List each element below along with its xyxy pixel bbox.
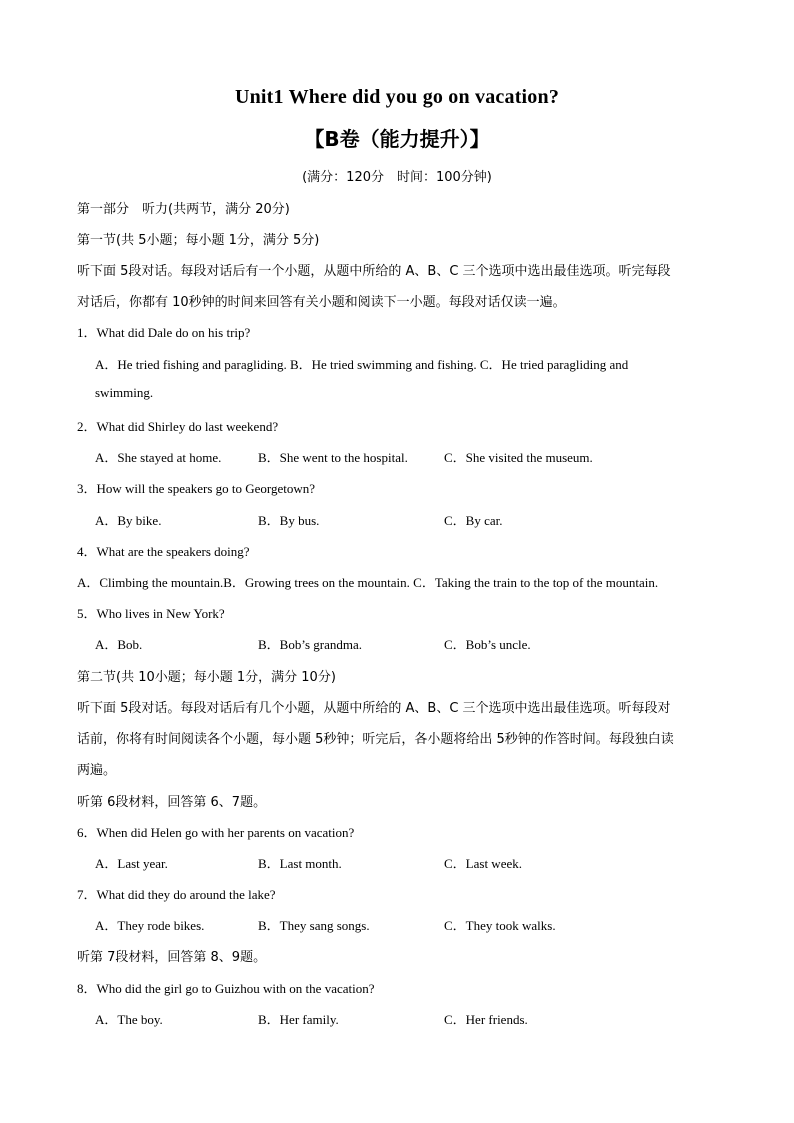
question-4-options: A．Climbing the mountain.B．Growing trees on the mountain. C．Taking the train to the top of the mountain. — [77, 575, 659, 590]
document-title: Unit1 Where did you go on vacation? — [234, 86, 560, 108]
part1-heading: 第一部分 听力(共两节，满分 20分) — [77, 202, 290, 217]
question-8-option-a: A．The boy. — [95, 1012, 163, 1027]
question-5-option-b: B．Bob’s grandma. — [258, 637, 362, 652]
question-3-stem: 3．How will the speakers go to Georgetown? — [77, 481, 316, 496]
question-6-option-a: A．Last year. — [95, 856, 168, 871]
question-1-options-line1: A．He tried fishing and paragliding. B．He tried swimming and fishing. C．He tried paragliding and — [95, 357, 629, 372]
question-1-stem: 1．What did Dale do on his trip? — [77, 325, 251, 340]
section2-instructions-line2: 话前，你将有时间阅读各个小题，每小题 5秒钟；听完后，各小题将给出 5秒钟的作答时间。每段独白读 — [77, 732, 674, 747]
document-subtitle: 【B卷（能力提升）】 — [304, 127, 490, 151]
section2-instructions-line3: 两遍。 — [77, 763, 117, 778]
question-6-option-c: C．Last week. — [444, 856, 522, 871]
question-3-option-a: A．By bike. — [95, 513, 162, 528]
question-2-stem: 2．What did Shirley do last weekend? — [77, 419, 279, 434]
score-info: (满分：120分 时间：100分钟) — [302, 170, 492, 185]
question-7-option-b: B．They sang songs. — [258, 918, 370, 933]
question-2-option-c: C．She visited the museum. — [444, 450, 593, 465]
question-1-options-line2: swimming. — [95, 385, 154, 400]
section2-heading: 第二节(共 10小题；每小题 1分，满分 10分) — [77, 670, 336, 685]
question-8-stem: 8．Who did the girl go to Guizhou with on the vacation? — [77, 981, 375, 996]
section1-instructions-line2: 对话后，你都有 10秒钟的时间来回答有关小题和阅读下一小题。每段对话仅读一遍。 — [77, 295, 566, 310]
question-5-option-c: C．Bob’s uncle. — [444, 637, 531, 652]
material-7-note: 听第 7段材料，回答第 8、9题。 — [77, 950, 267, 965]
question-4-stem: 4．What are the speakers doing? — [77, 544, 250, 559]
question-2-option-b: B．She went to the hospital. — [258, 450, 408, 465]
section2-instructions-line1: 听下面 5段对话。每段对话后有几个小题，从题中所给的 A、B、C 三个选项中选出最佳选项。听每段对 — [77, 701, 671, 716]
question-5-option-a: A．Bob. — [95, 637, 143, 652]
section1-heading: 第一节(共 5小题；每小题 1分，满分 5分) — [77, 233, 320, 248]
question-2-option-a: A．She stayed at home. — [95, 450, 222, 465]
question-6-option-b: B．Last month. — [258, 856, 342, 871]
question-7-option-a: A．They rode bikes. — [95, 918, 205, 933]
question-5-stem: 5．Who lives in New York? — [77, 606, 225, 621]
question-3-option-b: B．By bus. — [258, 513, 320, 528]
section1-instructions-line1: 听下面 5段对话。每段对话后有一个小题，从题中所给的 A、B、C 三个选项中选出最佳选项。听完每段 — [77, 264, 671, 279]
question-6-stem: 6．When did Helen go with her parents on vacation? — [77, 825, 355, 840]
question-8-option-b: B．Her family. — [258, 1012, 339, 1027]
question-3-option-c: C．By car. — [444, 513, 503, 528]
question-7-option-c: C．They took walks. — [444, 918, 556, 933]
question-8-option-c: C．Her friends. — [444, 1012, 528, 1027]
material-6-note: 听第 6段材料，回答第 6、7题。 — [77, 795, 267, 810]
question-7-stem: 7．What did they do around the lake? — [77, 887, 276, 902]
